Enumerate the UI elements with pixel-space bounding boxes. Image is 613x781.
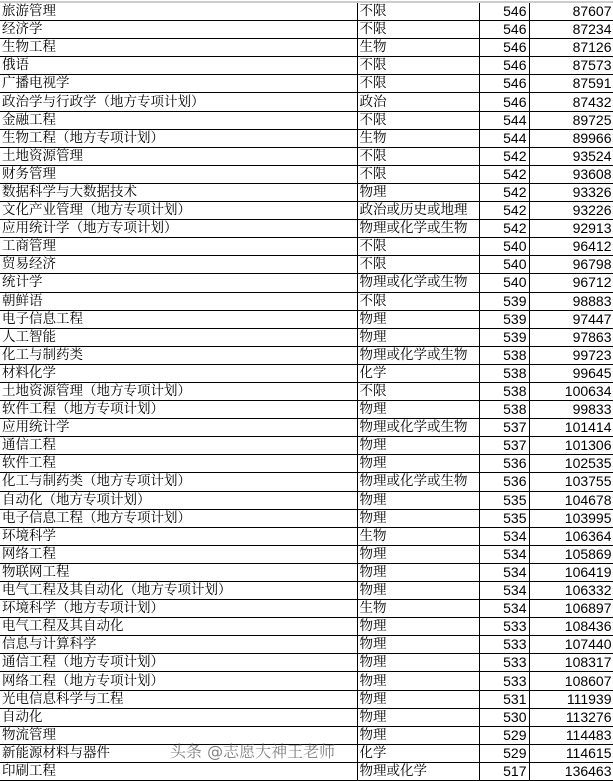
score-cell: 537 <box>479 437 529 455</box>
major-cell: 文化产业管理（地方专项计划） <box>0 202 357 220</box>
subject-requirement-cell: 物理 <box>357 708 479 726</box>
major-cell: 化工与制药类 <box>0 346 357 364</box>
major-cell: 生物工程 <box>0 39 357 57</box>
subject-requirement-cell: 物理 <box>357 183 479 201</box>
major-cell: 电气工程及其自动化 <box>0 618 357 636</box>
score-cell: 546 <box>479 39 529 57</box>
score-cell: 546 <box>479 2 529 21</box>
subject-requirement-cell: 物理 <box>357 654 479 672</box>
table-row <box>0 636 613 654</box>
table-row <box>0 672 613 690</box>
table-row <box>0 527 613 545</box>
subject-requirement-cell: 物理或化学或生物 <box>357 220 479 238</box>
table-row <box>0 75 613 93</box>
major-cell: 朝鲜语 <box>0 292 357 310</box>
rank-cell: 97447 <box>529 310 613 328</box>
table-row <box>0 618 613 636</box>
rank-cell: 100634 <box>529 382 613 400</box>
major-cell: 金融工程 <box>0 111 357 129</box>
table-row <box>0 147 613 165</box>
subject-requirement-cell: 不限 <box>357 292 479 310</box>
rank-cell: 96412 <box>529 238 613 256</box>
rank-cell: 89725 <box>529 111 613 129</box>
major-cell: 环境科学 <box>0 527 357 545</box>
table-row <box>0 491 613 509</box>
subject-requirement-cell: 物理或化学或生物 <box>357 419 479 437</box>
major-cell: 自动化（地方专项计划） <box>0 491 357 509</box>
score-cell: 539 <box>479 310 529 328</box>
table-row <box>0 220 613 238</box>
score-cell: 534 <box>479 600 529 618</box>
subject-requirement-cell: 物理 <box>357 509 479 527</box>
rank-cell: 93226 <box>529 202 613 220</box>
major-cell: 电气工程及其自动化（地方专项计划） <box>0 582 357 600</box>
score-cell: 544 <box>479 111 529 129</box>
major-cell: 环境科学（地方专项计划） <box>0 600 357 618</box>
major-cell: 广播电视学 <box>0 75 357 93</box>
rank-cell: 87126 <box>529 39 613 57</box>
watermark: 头条 @志愿大神王老师 <box>170 742 336 761</box>
subject-requirement-cell: 物理 <box>357 455 479 473</box>
major-cell: 土地资源管理 <box>0 147 357 165</box>
score-cell: 529 <box>479 726 529 744</box>
rank-cell: 103995 <box>529 509 613 527</box>
rank-cell: 99833 <box>529 401 613 419</box>
score-cell: 546 <box>479 21 529 39</box>
subject-requirement-cell: 政治 <box>357 93 479 111</box>
rank-cell: 97863 <box>529 328 613 346</box>
rank-cell: 108607 <box>529 672 613 690</box>
subject-requirement-cell: 不限 <box>357 382 479 400</box>
major-cell: 材料化学 <box>0 364 357 382</box>
rank-cell: 93524 <box>529 147 613 165</box>
score-cell: 538 <box>479 346 529 364</box>
score-cell: 538 <box>479 364 529 382</box>
major-cell: 俄语 <box>0 57 357 75</box>
subject-requirement-cell: 化学 <box>357 364 479 382</box>
subject-requirement-cell: 物理 <box>357 401 479 419</box>
rank-cell: 93608 <box>529 165 613 183</box>
subject-requirement-cell: 物理或化学或生物 <box>357 346 479 364</box>
score-cell: 546 <box>479 75 529 93</box>
table-row <box>0 111 613 129</box>
rank-cell: 114615 <box>529 744 613 762</box>
rank-cell: 106364 <box>529 527 613 545</box>
rank-cell: 87607 <box>529 2 613 21</box>
rank-cell: 104678 <box>529 491 613 509</box>
table-row <box>0 202 613 220</box>
major-cell: 软件工程（地方专项计划） <box>0 401 357 419</box>
subject-requirement-cell: 生物 <box>357 39 479 57</box>
rank-cell: 96798 <box>529 256 613 274</box>
table-row <box>0 582 613 600</box>
major-cell: 工商管理 <box>0 238 357 256</box>
score-cell: 533 <box>479 654 529 672</box>
subject-requirement-cell: 不限 <box>357 2 479 21</box>
score-cell: 517 <box>479 762 529 780</box>
subject-requirement-cell: 政治或历史或地理 <box>357 202 479 220</box>
score-cell: 533 <box>479 672 529 690</box>
major-cell: 物流管理 <box>0 726 357 744</box>
score-cell: 531 <box>479 690 529 708</box>
major-cell: 物联网工程 <box>0 563 357 581</box>
table-row <box>0 473 613 491</box>
table-row <box>0 328 613 346</box>
rank-cell: 106419 <box>529 563 613 581</box>
rank-cell: 111939 <box>529 690 613 708</box>
score-cell: 546 <box>479 93 529 111</box>
score-cell: 539 <box>479 328 529 346</box>
subject-requirement-cell: 物理 <box>357 726 479 744</box>
score-cell: 540 <box>479 256 529 274</box>
table-row <box>0 292 613 310</box>
major-cell: 化工与制药类（地方专项计划） <box>0 473 357 491</box>
table-row <box>0 364 613 382</box>
subject-requirement-cell: 不限 <box>357 238 479 256</box>
score-cell: 535 <box>479 491 529 509</box>
major-cell: 新能源材料与器件 <box>0 744 357 762</box>
score-cell: 538 <box>479 382 529 400</box>
subject-requirement-cell: 不限 <box>357 256 479 274</box>
table-row <box>0 183 613 201</box>
score-cell: 542 <box>479 183 529 201</box>
subject-requirement-cell: 生物 <box>357 527 479 545</box>
score-cell: 538 <box>479 401 529 419</box>
score-cell: 535 <box>479 509 529 527</box>
subject-requirement-cell: 物理或化学或生物 <box>357 274 479 292</box>
rank-cell: 114483 <box>529 726 613 744</box>
rank-cell: 113276 <box>529 708 613 726</box>
rank-cell: 108317 <box>529 654 613 672</box>
subject-requirement-cell: 不限 <box>357 111 479 129</box>
major-cell: 应用统计学（地方专项计划） <box>0 220 357 238</box>
score-cell: 536 <box>479 455 529 473</box>
score-cell: 533 <box>479 636 529 654</box>
major-cell: 应用统计学 <box>0 419 357 437</box>
table-row <box>0 654 613 672</box>
major-cell: 通信工程 <box>0 437 357 455</box>
table-row <box>0 419 613 437</box>
subject-requirement-cell: 不限 <box>357 147 479 165</box>
major-cell: 软件工程 <box>0 455 357 473</box>
table-row <box>0 93 613 111</box>
score-cell: 546 <box>479 57 529 75</box>
major-cell: 数据科学与大数据技术 <box>0 183 357 201</box>
table-row <box>0 2 613 21</box>
subject-requirement-cell: 物理 <box>357 582 479 600</box>
subject-requirement-cell: 不限 <box>357 75 479 93</box>
table-row <box>0 57 613 75</box>
major-cell: 贸易经济 <box>0 256 357 274</box>
table-row <box>0 129 613 147</box>
subject-requirement-cell: 物理 <box>357 310 479 328</box>
table-row <box>0 437 613 455</box>
score-cell: 540 <box>479 274 529 292</box>
rank-cell: 87591 <box>529 75 613 93</box>
subject-requirement-cell: 物理 <box>357 672 479 690</box>
major-cell: 旅游管理 <box>0 2 357 21</box>
rank-cell: 106332 <box>529 582 613 600</box>
score-cell: 529 <box>479 744 529 762</box>
major-cell: 电子信息工程 <box>0 310 357 328</box>
rank-cell: 89966 <box>529 129 613 147</box>
rank-cell: 106897 <box>529 600 613 618</box>
major-cell: 电子信息工程（地方专项计划） <box>0 509 357 527</box>
major-cell: 政治学与行政学（地方专项计划） <box>0 93 357 111</box>
table-row <box>0 310 613 328</box>
subject-requirement-cell: 不限 <box>357 57 479 75</box>
table-row <box>0 563 613 581</box>
score-cell: 533 <box>479 618 529 636</box>
rank-cell: 98883 <box>529 292 613 310</box>
rank-cell: 101306 <box>529 437 613 455</box>
score-cell: 542 <box>479 202 529 220</box>
subject-requirement-cell: 物理或化学或生物 <box>357 473 479 491</box>
major-cell: 统计学 <box>0 274 357 292</box>
rank-cell: 136463 <box>529 762 613 780</box>
rank-cell: 96712 <box>529 274 613 292</box>
table-row <box>0 401 613 419</box>
subject-requirement-cell: 物理 <box>357 491 479 509</box>
score-cell: 542 <box>479 165 529 183</box>
rank-cell: 103755 <box>529 473 613 491</box>
table-row <box>0 238 613 256</box>
subject-requirement-cell: 物理 <box>357 328 479 346</box>
subject-requirement-cell: 生物 <box>357 600 479 618</box>
score-cell: 542 <box>479 147 529 165</box>
table-row <box>0 165 613 183</box>
subject-requirement-cell: 物理 <box>357 545 479 563</box>
score-cell: 540 <box>479 238 529 256</box>
score-cell: 537 <box>479 419 529 437</box>
major-cell: 印刷工程 <box>0 762 357 780</box>
score-cell: 539 <box>479 292 529 310</box>
rank-cell: 107440 <box>529 636 613 654</box>
table-row <box>0 708 613 726</box>
subject-requirement-cell: 物理 <box>357 690 479 708</box>
major-cell: 生物工程（地方专项计划） <box>0 129 357 147</box>
score-cell: 534 <box>479 545 529 563</box>
subject-requirement-cell: 生物 <box>357 129 479 147</box>
score-cell: 542 <box>479 220 529 238</box>
rank-cell: 87573 <box>529 57 613 75</box>
subject-requirement-cell: 物理 <box>357 437 479 455</box>
major-cell: 网络工程（地方专项计划） <box>0 672 357 690</box>
table-row <box>0 21 613 39</box>
table-row <box>0 690 613 708</box>
table-row <box>0 39 613 57</box>
score-cell: 534 <box>479 563 529 581</box>
table-row <box>0 455 613 473</box>
table-row <box>0 346 613 364</box>
score-cell: 534 <box>479 582 529 600</box>
rank-cell: 108436 <box>529 618 613 636</box>
score-cell: 536 <box>479 473 529 491</box>
subject-requirement-cell: 化学 <box>357 744 479 762</box>
rank-cell: 102535 <box>529 455 613 473</box>
major-cell: 人工智能 <box>0 328 357 346</box>
subject-requirement-cell: 物理 <box>357 636 479 654</box>
rank-cell: 99723 <box>529 346 613 364</box>
major-cell: 信息与计算科学 <box>0 636 357 654</box>
table-row <box>0 545 613 563</box>
major-cell: 土地资源管理（地方专项计划） <box>0 382 357 400</box>
rank-cell: 99645 <box>529 364 613 382</box>
major-cell: 财务管理 <box>0 165 357 183</box>
major-cell: 通信工程（地方专项计划） <box>0 654 357 672</box>
subject-requirement-cell: 物理 <box>357 618 479 636</box>
table-row <box>0 382 613 400</box>
table-row <box>0 600 613 618</box>
table-row <box>0 509 613 527</box>
rank-cell: 92913 <box>529 220 613 238</box>
rank-cell: 101414 <box>529 419 613 437</box>
rank-cell: 93326 <box>529 183 613 201</box>
rank-cell: 87432 <box>529 93 613 111</box>
subject-requirement-cell: 物理 <box>357 563 479 581</box>
admission-table <box>0 1 613 781</box>
rank-cell: 105869 <box>529 545 613 563</box>
table-row <box>0 274 613 292</box>
major-cell: 自动化 <box>0 708 357 726</box>
table-row <box>0 256 613 274</box>
major-cell: 网络工程 <box>0 545 357 563</box>
score-cell: 544 <box>479 129 529 147</box>
major-cell: 经济学 <box>0 21 357 39</box>
subject-requirement-cell: 物理或化学 <box>357 762 479 780</box>
major-cell: 光电信息科学与工程 <box>0 690 357 708</box>
rank-cell: 87234 <box>529 21 613 39</box>
score-cell: 530 <box>479 708 529 726</box>
score-cell: 534 <box>479 527 529 545</box>
subject-requirement-cell: 不限 <box>357 165 479 183</box>
subject-requirement-cell: 不限 <box>357 21 479 39</box>
